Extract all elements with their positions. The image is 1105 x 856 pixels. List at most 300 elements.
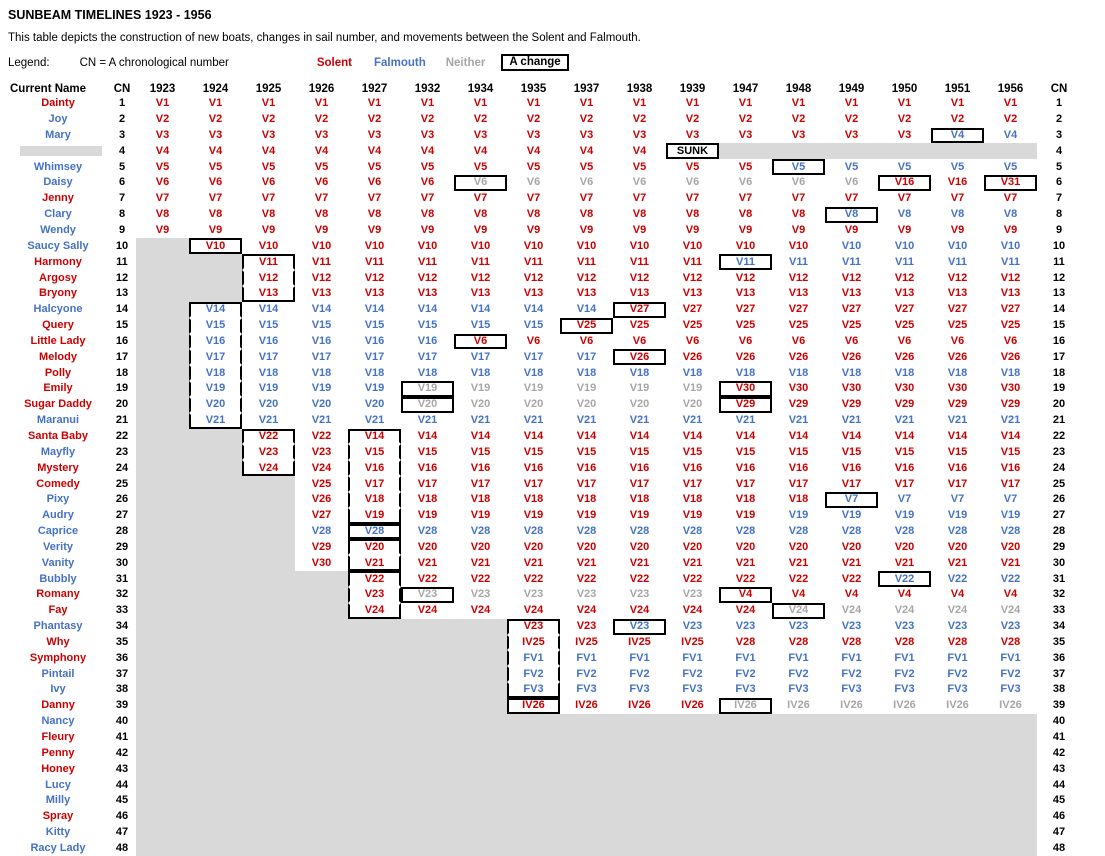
year-cell-1926 (295, 682, 348, 698)
year-cell-1951: V7 (950, 493, 965, 506)
year-cell-1947: V4 (719, 587, 772, 603)
year-cell-1926: V8 (314, 208, 329, 221)
year-cell-1932 (401, 650, 454, 666)
year-cell-1950: V19 (894, 509, 915, 522)
year-cell-1932 (401, 777, 454, 793)
boat-name: Argosy (39, 271, 77, 284)
year-cell-1950: V27 (894, 303, 915, 316)
year-cell-1937: V19 (576, 509, 597, 522)
year-cell-1934 (454, 809, 507, 825)
year-cell-1924 (189, 254, 242, 270)
cn-right: 22 (1052, 429, 1066, 442)
year-cell-1956: V19 (1000, 509, 1021, 522)
year-cell-1949 (825, 730, 878, 746)
year-cell-1947 (719, 841, 772, 856)
year-cell-1937: V5 (579, 160, 594, 173)
year-cell-1924 (189, 619, 242, 635)
year-cell-1932: V20 (401, 397, 454, 413)
year-cell-1932: V16 (417, 334, 438, 347)
year-cell-1937: V12 (576, 271, 597, 284)
year-cell-1935: V22 (523, 572, 544, 585)
year-cell-1926: V30 (311, 556, 332, 569)
year-cell-1951: V16 (947, 461, 968, 474)
year-cell-1925: V1 (261, 97, 276, 110)
year-cell-1935: V2 (526, 113, 541, 126)
year-cell-1938: V15 (629, 445, 650, 458)
year-cell-1951: V11 (948, 255, 967, 268)
year-cell-1924 (189, 730, 242, 746)
year-cell-1925: V10 (258, 239, 279, 252)
year-cell-1956: V4 (1003, 128, 1018, 141)
year-cell-1938: V18 (629, 493, 650, 506)
year-cell-1948: V23 (788, 620, 809, 633)
year-cell-1926: V6 (314, 176, 329, 189)
cn-left: 22 (115, 429, 129, 442)
year-cell-1932: V20 (417, 540, 438, 553)
year-cell-1923 (136, 698, 189, 714)
year-cell-1937: V18 (576, 366, 597, 379)
year-cell-1951: IV26 (946, 699, 969, 712)
year-cell-1948: V21 (788, 414, 809, 427)
year-cell-1932: V17 (417, 477, 438, 490)
year-cell-1934: V9 (473, 224, 488, 237)
year-cell-1956 (984, 793, 1037, 809)
year-cell-1947 (719, 777, 772, 793)
year-cell-1924: V9 (208, 224, 223, 237)
year-cell-1935 (507, 730, 560, 746)
year-cell-1951: V22 (947, 572, 968, 585)
year-cell-1934: V19 (470, 382, 491, 395)
year-cell-1948: V20 (788, 540, 809, 553)
year-cell-1950: V17 (894, 477, 915, 490)
year-cell-1924 (189, 476, 242, 492)
year-cell-1935: V19 (523, 382, 544, 395)
year-cell-1938: V16 (629, 461, 650, 474)
year-cell-1950: V28 (894, 525, 915, 538)
year-cell-1932 (401, 825, 454, 841)
year-cell-1947: V20 (735, 540, 756, 553)
cn-left: 33 (115, 604, 129, 617)
year-cell-1948: V25 (788, 319, 809, 332)
year-cell-1924: V21 (189, 413, 242, 429)
year-cell-1938: V10 (629, 239, 650, 252)
year-cell-1925: V17 (258, 350, 279, 363)
cn-left: 44 (115, 778, 129, 791)
cn-right: 13 (1052, 287, 1066, 300)
year-cell-1951: V26 (947, 350, 968, 363)
year-cell-1934: V2 (473, 113, 488, 126)
year-cell-1926 (295, 777, 348, 793)
cn-left: 41 (115, 731, 129, 744)
cn-right: 45 (1052, 794, 1066, 807)
year-cell-1937: V19 (576, 382, 597, 395)
year-cell-1925: V9 (261, 224, 276, 237)
year-cell-1934: V28 (470, 525, 491, 538)
cn-right: 15 (1052, 319, 1066, 332)
year-cell-1937: V16 (576, 461, 597, 474)
year-cell-1925 (242, 825, 295, 841)
cn-left: 29 (115, 540, 129, 553)
year-cell-1956: V8 (1003, 208, 1018, 221)
year-cell-1939: V5 (685, 160, 700, 173)
year-cell-1932: V21 (417, 556, 438, 569)
year-cell-1939: V7 (685, 192, 700, 205)
year-cell-1949: V24 (841, 604, 862, 617)
year-cell-1950: FV3 (894, 683, 915, 696)
header-year-1956: 1956 (997, 82, 1024, 95)
year-cell-1934 (454, 650, 507, 666)
year-cell-1947: V13 (735, 287, 756, 300)
year-cell-1932: V5 (420, 160, 435, 173)
year-cell-1949 (825, 714, 878, 730)
year-cell-1951: V4 (950, 588, 965, 601)
year-cell-1926: V3 (314, 128, 329, 141)
year-cell-1947: V11 (719, 254, 772, 270)
cn-left: 25 (115, 477, 129, 490)
year-cell-1937: V14 (576, 429, 597, 442)
year-cell-1935: V12 (523, 271, 544, 284)
year-cell-1948: V1 (791, 97, 806, 110)
year-cell-1927: V5 (367, 160, 382, 173)
year-cell-1948 (772, 777, 825, 793)
year-cell-1934 (454, 745, 507, 761)
year-cell-1949 (825, 841, 878, 856)
year-cell-1925: V6 (261, 176, 276, 189)
year-cell-1927: V2 (367, 113, 382, 126)
year-cell-1923 (136, 714, 189, 730)
year-cell-1956: V15 (1000, 445, 1021, 458)
year-cell-1924: V3 (208, 128, 223, 141)
year-cell-1935: V10 (523, 239, 544, 252)
year-cell-1951: V10 (947, 239, 968, 252)
year-cell-1948 (772, 809, 825, 825)
year-cell-1938: IV25 (628, 635, 651, 648)
year-cell-1948: V6 (791, 176, 806, 189)
year-cell-1927 (348, 841, 401, 856)
year-cell-1927: V10 (364, 239, 385, 252)
legend-cn-note: CN = A chronological number (79, 56, 229, 69)
year-cell-1939: V15 (682, 445, 703, 458)
year-cell-1948: FV3 (788, 683, 809, 696)
year-cell-1956 (984, 761, 1037, 777)
year-cell-1934: V21 (470, 556, 491, 569)
year-cell-1956 (984, 143, 1037, 159)
boat-name: Ivy (50, 683, 66, 696)
year-cell-1935 (507, 841, 560, 856)
year-cell-1926: V19 (311, 382, 332, 395)
page-title: SUNBEAM TIMELINES 1923 - 1956 (8, 8, 212, 22)
year-cell-1947: V6 (738, 176, 753, 189)
year-cell-1951: V25 (947, 319, 968, 332)
boat-name: Maranui (36, 414, 80, 427)
year-cell-1924 (189, 270, 242, 286)
year-cell-1935: V14 (523, 429, 544, 442)
year-cell-1935: V19 (523, 509, 544, 522)
legend-label: Legend: (8, 56, 50, 69)
year-cell-1927 (348, 777, 401, 793)
year-cell-1923 (136, 587, 189, 603)
year-cell-1951 (931, 143, 984, 159)
year-cell-1938 (613, 714, 666, 730)
year-cell-1937: V8 (579, 208, 594, 221)
year-cell-1925: V8 (261, 208, 276, 221)
cn-right: 16 (1052, 334, 1066, 347)
year-cell-1923 (136, 841, 189, 856)
year-cell-1939: V25 (682, 319, 703, 332)
year-cell-1956: V21 (1000, 414, 1021, 427)
year-cell-1924 (189, 444, 242, 460)
year-cell-1939: V24 (682, 604, 703, 617)
year-cell-1927: V9 (367, 224, 382, 237)
year-cell-1935: V23 (523, 588, 544, 601)
year-cell-1951: V13 (947, 287, 968, 300)
boat-name: Sugar Daddy (24, 398, 92, 411)
year-cell-1939: V2 (685, 113, 700, 126)
year-cell-1927: V14 (364, 303, 385, 316)
year-cell-1924: V16 (189, 334, 242, 350)
year-cell-1951 (931, 714, 984, 730)
year-cell-1949: V15 (841, 445, 862, 458)
year-cell-1934 (454, 777, 507, 793)
year-cell-1938 (613, 777, 666, 793)
year-cell-1935: V15 (523, 319, 544, 332)
cn-right: 33 (1052, 604, 1066, 617)
year-cell-1951 (931, 777, 984, 793)
year-cell-1948: V28 (788, 525, 809, 538)
year-cell-1935: V20 (523, 540, 544, 553)
cn-right: 17 (1052, 350, 1066, 363)
year-cell-1932: V19 (401, 381, 454, 397)
year-cell-1950: V15 (894, 445, 915, 458)
cn-right: 31 (1052, 572, 1066, 585)
cn-right: 46 (1052, 810, 1066, 823)
year-cell-1926: V1 (314, 97, 329, 110)
cn-left: 43 (115, 762, 129, 775)
year-cell-1923 (136, 444, 189, 460)
year-cell-1956 (984, 730, 1037, 746)
year-cell-1950: FV2 (894, 667, 915, 680)
year-cell-1949: V12 (841, 271, 862, 284)
year-cell-1951 (931, 745, 984, 761)
year-cell-1947: V17 (735, 477, 756, 490)
year-cell-1926: V23 (311, 445, 332, 458)
year-cell-1956: V11 (1001, 255, 1020, 268)
year-cell-1947: V5 (738, 160, 753, 173)
year-cell-1935 (507, 745, 560, 761)
year-cell-1947 (719, 825, 772, 841)
year-cell-1925 (242, 587, 295, 603)
cn-right: 6 (1055, 176, 1063, 189)
year-cell-1950: V7 (897, 192, 912, 205)
year-cell-1951: V14 (947, 429, 968, 442)
year-cell-1939: V1 (685, 97, 700, 110)
year-cell-1939: IV26 (681, 699, 704, 712)
year-cell-1934 (454, 682, 507, 698)
cn-left: 42 (115, 746, 129, 759)
year-cell-1948: V11 (789, 255, 808, 268)
year-cell-1932: V2 (420, 113, 435, 126)
year-cell-1924: V7 (208, 192, 223, 205)
year-cell-1950 (878, 825, 931, 841)
year-cell-1925: V4 (261, 144, 276, 157)
year-cell-1923 (136, 666, 189, 682)
year-cell-1956: V29 (1000, 398, 1021, 411)
cn-left: 46 (115, 810, 129, 823)
cn-left: 32 (115, 588, 129, 601)
year-cell-1948: V13 (788, 287, 809, 300)
year-cell-1925: V21 (258, 414, 279, 427)
year-cell-1926: V2 (314, 113, 329, 126)
boat-name: Halcyone (33, 303, 83, 316)
year-cell-1925 (242, 492, 295, 508)
boat-name: Clary (44, 208, 72, 221)
year-cell-1932: V22 (417, 572, 438, 585)
cn-right: 21 (1052, 414, 1066, 427)
year-cell-1956: V9 (1003, 224, 1018, 237)
year-cell-1950: V8 (897, 208, 912, 221)
year-cell-1927: V18 (364, 366, 385, 379)
cn-right: 28 (1052, 525, 1066, 538)
year-cell-1951: V15 (947, 445, 968, 458)
year-cell-1950: V13 (894, 287, 915, 300)
year-cell-1949 (825, 143, 878, 159)
year-cell-1939 (666, 761, 719, 777)
cn-right: 11 (1053, 255, 1065, 268)
year-cell-1949 (825, 809, 878, 825)
year-cell-1947: V24 (735, 604, 756, 617)
year-cell-1939 (666, 809, 719, 825)
cn-right: 41 (1052, 731, 1066, 744)
year-cell-1932: V13 (417, 287, 438, 300)
year-cell-1956: V21 (1000, 556, 1021, 569)
year-cell-1950: V28 (894, 635, 915, 648)
year-cell-1947: V3 (738, 128, 753, 141)
year-cell-1924 (189, 841, 242, 856)
year-cell-1951: V23 (947, 620, 968, 633)
header-year-1949: 1949 (838, 82, 865, 95)
year-cell-1925 (242, 745, 295, 761)
boat-name: Dainty (41, 97, 75, 110)
year-cell-1947: V18 (735, 366, 756, 379)
year-cell-1948: V17 (788, 477, 809, 490)
boat-name: Spray (42, 810, 74, 823)
year-cell-1935: V9 (526, 224, 541, 237)
year-cell-1950: V1 (897, 97, 912, 110)
boat-name: Melody (39, 350, 77, 363)
year-cell-1951: V12 (947, 271, 968, 284)
boat-name: Little Lady (30, 334, 86, 347)
year-cell-1935 (507, 761, 560, 777)
year-cell-1927: V14 (348, 429, 401, 445)
cn-right: 27 (1052, 509, 1066, 522)
year-cell-1923 (136, 777, 189, 793)
year-cell-1939 (666, 793, 719, 809)
year-cell-1947: V28 (735, 525, 756, 538)
year-cell-1949: V2 (844, 113, 859, 126)
year-cell-1932 (401, 745, 454, 761)
cn-left: 37 (115, 667, 129, 680)
year-cell-1923 (136, 761, 189, 777)
year-cell-1950: V18 (894, 366, 915, 379)
year-cell-1925 (242, 809, 295, 825)
header-year-1924: 1924 (202, 82, 229, 95)
year-cell-1949: V5 (844, 160, 859, 173)
cn-right: 9 (1055, 224, 1063, 237)
year-cell-1948: V3 (791, 128, 806, 141)
year-cell-1937: V21 (576, 556, 597, 569)
year-cell-1949: V29 (841, 398, 862, 411)
cn-right: 7 (1055, 192, 1063, 205)
legend (8, 54, 1105, 71)
year-cell-1939: V26 (682, 350, 703, 363)
year-cell-1950: V21 (894, 414, 915, 427)
year-cell-1939: V14 (682, 429, 703, 442)
year-cell-1923 (136, 793, 189, 809)
year-cell-1927: V15 (364, 319, 385, 332)
year-cell-1938: V20 (629, 540, 650, 553)
year-cell-1956 (984, 777, 1037, 793)
year-cell-1935: V23 (507, 619, 560, 635)
year-cell-1951 (931, 809, 984, 825)
year-cell-1938: V23 (629, 588, 650, 601)
cn-left: 19 (115, 382, 129, 395)
year-cell-1939: V16 (682, 461, 703, 474)
year-cell-1926 (295, 650, 348, 666)
cn-right: 39 (1052, 699, 1066, 712)
year-cell-1934: V18 (470, 366, 491, 379)
year-cell-1948: V27 (788, 303, 809, 316)
year-cell-1927: V7 (367, 192, 382, 205)
year-cell-1927: V12 (364, 271, 385, 284)
year-cell-1939: V18 (682, 366, 703, 379)
boat-name: Symphony (29, 651, 87, 664)
year-cell-1927: V18 (348, 492, 401, 508)
header-year-1935: 1935 (520, 82, 547, 95)
cn-left: 27 (115, 509, 129, 522)
year-cell-1948: V19 (788, 509, 809, 522)
cn-right: 8 (1055, 208, 1063, 221)
year-cell-1938: V25 (629, 319, 650, 332)
year-cell-1926 (295, 730, 348, 746)
cn-left: 11 (116, 255, 128, 268)
year-cell-1938 (613, 841, 666, 856)
year-cell-1948: V30 (788, 382, 809, 395)
year-cell-1926 (295, 714, 348, 730)
year-cell-1938: V4 (632, 144, 647, 157)
year-cell-1949 (825, 793, 878, 809)
year-cell-1934 (454, 825, 507, 841)
year-cell-1923 (136, 809, 189, 825)
year-cell-1927: V20 (364, 398, 385, 411)
year-cell-1925: V11 (242, 254, 295, 270)
year-cell-1934 (454, 635, 507, 651)
year-cell-1938 (613, 745, 666, 761)
year-cell-1926: V22 (311, 429, 332, 442)
year-cell-1926 (295, 698, 348, 714)
year-cell-1938: V5 (632, 160, 647, 173)
year-cell-1948 (772, 761, 825, 777)
year-cell-1926: V21 (311, 414, 332, 427)
year-cell-1938 (613, 761, 666, 777)
year-cell-1925: V3 (261, 128, 276, 141)
year-cell-1923 (136, 381, 189, 397)
year-cell-1956: V17 (1000, 477, 1021, 490)
year-cell-1934 (454, 841, 507, 856)
year-cell-1934: V3 (473, 128, 488, 141)
year-cell-1932: V16 (417, 461, 438, 474)
year-cell-1948 (772, 745, 825, 761)
year-cell-1935 (507, 809, 560, 825)
